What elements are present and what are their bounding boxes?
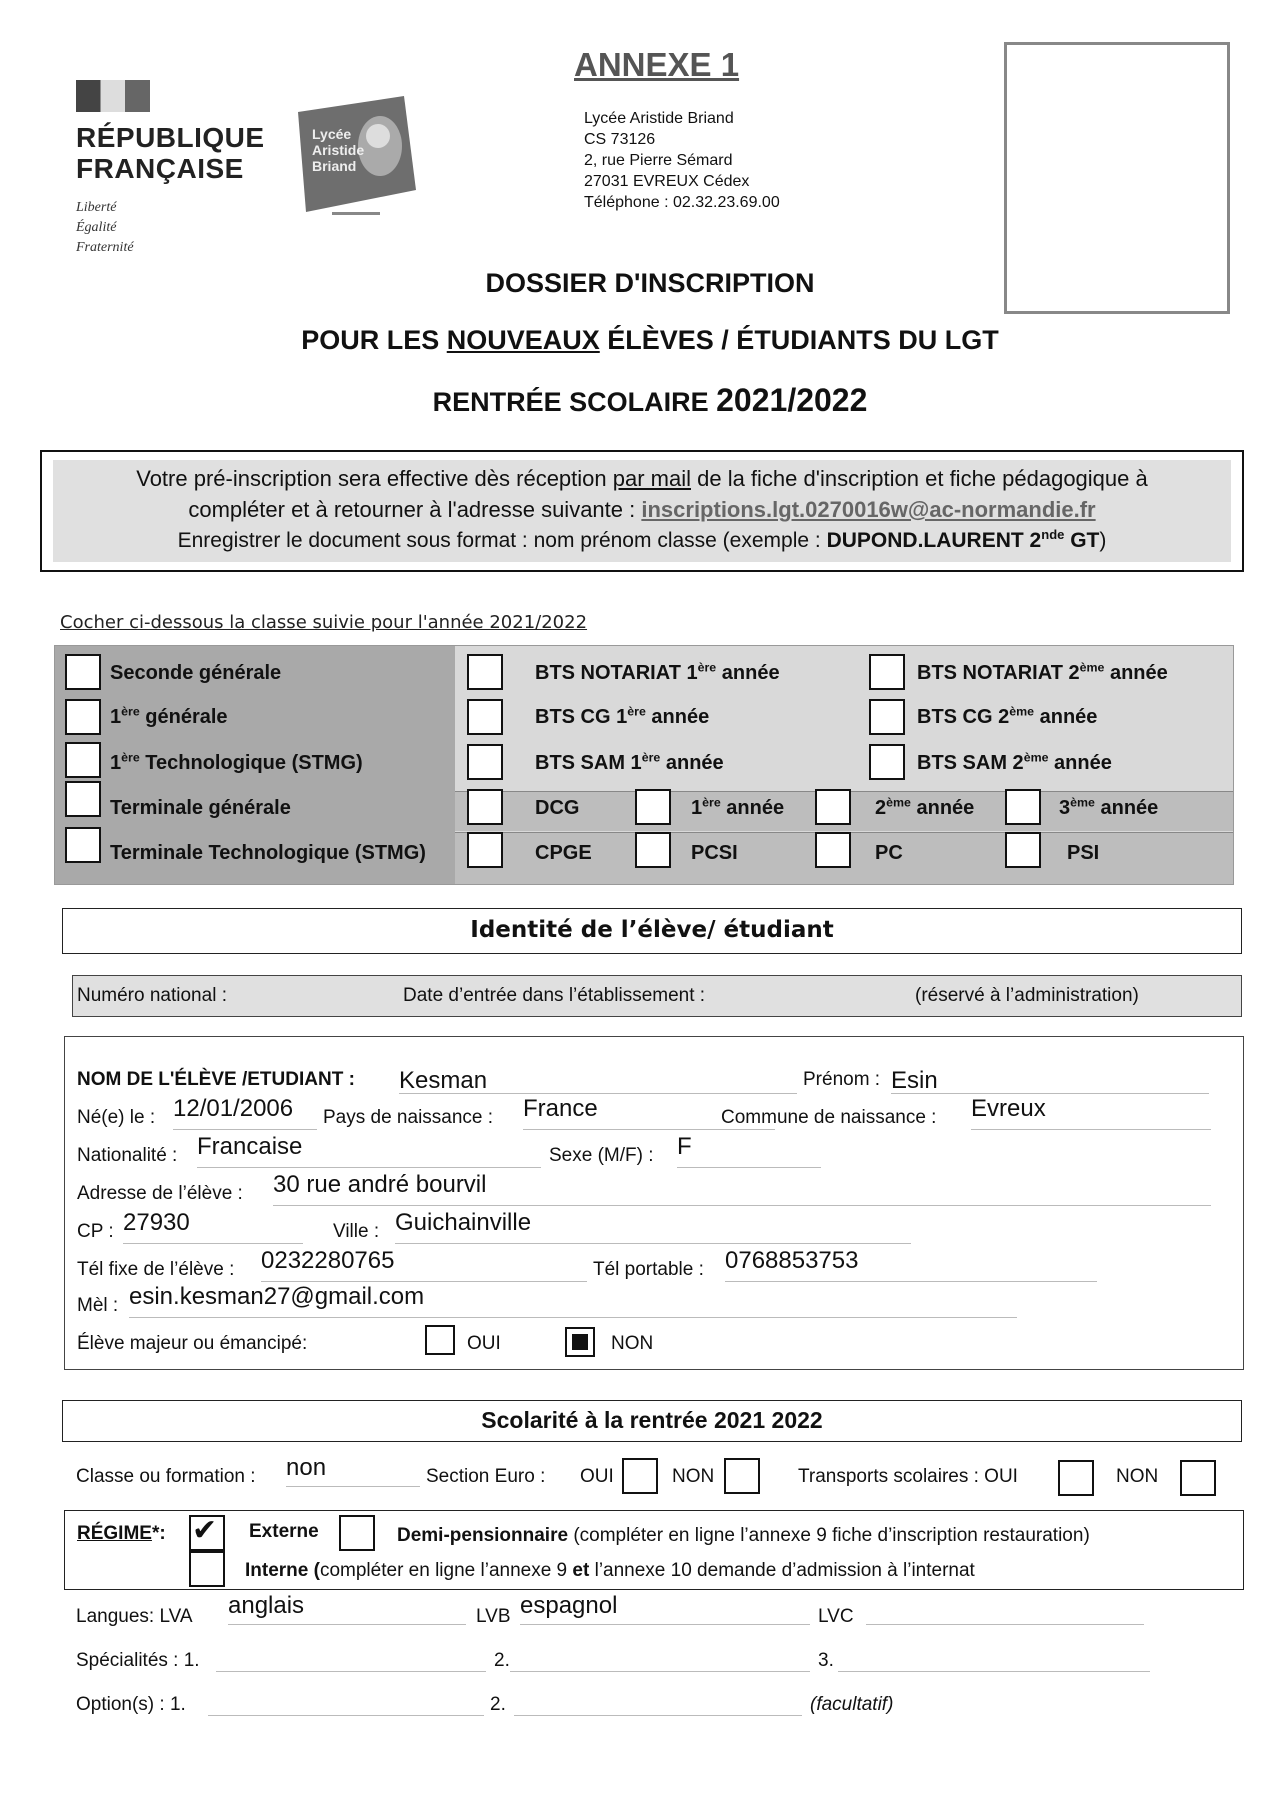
checkbox-pc[interactable] [815, 832, 851, 868]
lvb-field[interactable]: espagnol [520, 1592, 810, 1625]
label-terminale-generale: Terminale générale [110, 797, 291, 819]
checkbox-premiere-generale[interactable] [65, 699, 101, 735]
checked-mark-icon [572, 1334, 588, 1350]
inscription-email-link[interactable]: inscriptions.lgt.0270016w@ac-normandie.fr [641, 497, 1096, 522]
transports-oui-checkbox[interactable] [1058, 1460, 1094, 1496]
label-bts-cg-1: BTS CG 1ère année [535, 704, 710, 728]
label-dcg-1: 1ère année [691, 795, 785, 819]
cp-field[interactable]: 27930 [123, 1209, 303, 1244]
nom-label: NOM DE L'ÉLÈVE /ETUDIANT : [77, 1069, 355, 1090]
commune-field[interactable]: Evreux [971, 1095, 1211, 1130]
specialite-1-field[interactable] [216, 1640, 486, 1672]
adresse-label: Adresse de l’élève : [77, 1183, 243, 1204]
reserve-admin-label: (réservé à l’administration) [915, 985, 1139, 1006]
specialite-3-field[interactable] [838, 1640, 1150, 1672]
ne-label: Né(e) le : [77, 1107, 156, 1128]
lycee-logo-text-2: Aristide [312, 142, 365, 158]
checkbox-bts-sam-2[interactable] [869, 744, 905, 780]
numero-national-label: Numéro national : [77, 985, 227, 1006]
label-dcg-3: 3ème année [1059, 795, 1159, 819]
checkbox-terminale-generale[interactable] [65, 781, 101, 817]
label-bts-notariat-2: BTS NOTARIAT 2ème année [917, 660, 1168, 684]
specialite-2-label: 2. [494, 1650, 510, 1671]
label-bts-sam-2: BTS SAM 2ème année [917, 750, 1112, 774]
checkbox-psi[interactable] [1005, 832, 1041, 868]
label-pc: PC [875, 842, 903, 864]
checkbox-seconde[interactable] [65, 654, 101, 690]
label-terminale-techno: Terminale Technologique (STMG) [110, 842, 426, 864]
option-2-label: 2. [490, 1694, 506, 1715]
label-dcg: DCG [535, 797, 580, 819]
lycee-logo-text-3: Briand [312, 158, 357, 174]
regime-externe-checkbox[interactable] [189, 1515, 225, 1551]
title-line3: RENTRÉE SCOLAIRE 2021/2022 [432, 382, 868, 418]
checkbox-bts-cg-1[interactable] [467, 699, 503, 735]
checkbox-dcg-3[interactable] [1005, 789, 1041, 825]
ville-field[interactable]: Guichainville [395, 1209, 911, 1244]
checkbox-bts-notariat-2[interactable] [869, 654, 905, 690]
options-label: Option(s) : 1. [76, 1694, 186, 1715]
title-line2: POUR LES NOUVEAUX ÉLÈVES / ÉTUDIANTS DU LGT [301, 325, 999, 355]
mel-label: Mèl : [77, 1295, 119, 1316]
sexe-label: Sexe (M/F) : [549, 1145, 654, 1166]
option-1-field[interactable] [208, 1684, 484, 1716]
tel-portable-field[interactable]: 0768853753 [725, 1247, 1097, 1282]
lvc-label: LVC [818, 1606, 854, 1627]
identity-form [64, 1036, 1244, 1370]
identity-heading: Identité de l’élève/ étudiant [62, 908, 1242, 954]
nom-field[interactable]: Kesman [399, 1067, 797, 1094]
mel-field[interactable]: esin.kesman27@gmail.com [129, 1283, 1017, 1318]
date-entree-label: Date d’entrée dans l’établissement : [403, 985, 706, 1006]
externe-label: Externe [249, 1521, 319, 1542]
interne-label: Interne (compléter en ligne l’annexe 9 et l’annexe 10 demande d’admission à l’internat [245, 1560, 975, 1581]
label-dcg-2: 2ème année [875, 795, 975, 819]
pays-field[interactable]: France [523, 1095, 775, 1130]
rf-name-line1: RÉPUBLIQUE [76, 122, 265, 153]
rf-name-line2: FRANÇAISE [76, 153, 244, 184]
transports-label: Transports scolaires : OUI [798, 1466, 1018, 1487]
label-bts-sam-1: BTS SAM 1ère année [535, 750, 724, 774]
label-cpge: CPGE [535, 842, 592, 864]
regime-interne-checkbox[interactable] [189, 1551, 225, 1587]
republique-francaise-logo [76, 80, 276, 258]
langues-label: Langues: LVA [76, 1606, 193, 1627]
majeur-oui-checkbox[interactable] [425, 1325, 455, 1355]
specialites-label: Spécialités : 1. [76, 1650, 200, 1671]
section-euro-non-label: NON [672, 1466, 715, 1487]
label-pcsi: PCSI [691, 842, 738, 864]
classe-formation-label: Classe ou formation : [76, 1466, 256, 1487]
checkbox-dcg[interactable] [467, 789, 503, 825]
pays-label: Pays de naissance : [323, 1107, 494, 1128]
section-euro-non-checkbox[interactable] [724, 1458, 760, 1494]
majeur-oui-label: OUI [467, 1333, 501, 1354]
check-mark-icon: ✔ [192, 1513, 218, 1548]
school-address: Lycée Aristide Briand CS 73126 2, rue Pierre Sémard 27031 EVREUX Cédex Téléphone : 02.32.23.69.00 [584, 110, 780, 211]
specialite-2-field[interactable] [510, 1640, 810, 1672]
nationalite-field[interactable]: Francaise [197, 1133, 541, 1168]
adresse-field[interactable]: 30 rue andré bourvil [273, 1171, 1211, 1206]
nationalite-label: Nationalité : [77, 1145, 178, 1166]
tel-fixe-label: Tél fixe de l’élève : [77, 1259, 235, 1280]
class-selection-grid [54, 645, 1234, 885]
regime-box [64, 1510, 1244, 1590]
checkbox-bts-notariat-1[interactable] [467, 654, 503, 690]
label-bts-notariat-1: BTS NOTARIAT 1ère année [535, 660, 780, 684]
checkbox-cpge[interactable] [467, 832, 503, 868]
checkbox-dcg-1[interactable] [635, 789, 671, 825]
ville-label: Ville : [333, 1221, 380, 1242]
tel-portable-label: Tél portable : [593, 1259, 704, 1280]
prenom-label: Prénom : [803, 1069, 881, 1090]
notice-line2: compléter et à retourner à l'adresse suivante : inscriptions.lgt.0270016w@ac-normandie.fr [188, 497, 1096, 522]
lvc-field[interactable] [866, 1592, 1144, 1625]
lvb-label: LVB [476, 1606, 511, 1627]
lycee-logo [292, 94, 420, 220]
annexe-title: ANNEXE 1 [574, 46, 740, 83]
majeur-label: Élève majeur ou émancipé: [77, 1333, 308, 1354]
admin-bar [72, 975, 1242, 1017]
commune-label: Commune de naissance : [721, 1107, 937, 1128]
label-seconde: Seconde générale [110, 662, 282, 684]
checkbox-dcg-2[interactable] [815, 789, 851, 825]
option-2-field[interactable] [514, 1684, 802, 1716]
majeur-non-checkbox[interactable] [565, 1327, 595, 1357]
specialite-3-label: 3. [818, 1650, 834, 1671]
facultatif-label: (facultatif) [810, 1694, 894, 1715]
notice-line3: Enregistrer le document sous format : nom prénom classe (exemple : DUPOND.LAURENT 2nde GT) [177, 527, 1107, 552]
tel-fixe-field[interactable]: 0232280765 [261, 1247, 587, 1282]
checkbox-pcsi[interactable] [635, 832, 671, 868]
lycee-logo-text-1: Lycée [312, 126, 352, 142]
transports-non-checkbox[interactable] [1180, 1460, 1216, 1496]
classe-formation-field[interactable]: non [286, 1454, 420, 1487]
label-premiere-techno: 1ère Technologique (STMG) [110, 750, 363, 774]
marianne-logo-icon [76, 80, 150, 112]
checkbox-terminale-techno[interactable] [65, 827, 101, 863]
checkbox-bts-cg-2[interactable] [869, 699, 905, 735]
date-naissance-field[interactable]: 12/01/2006 [173, 1095, 317, 1130]
demi-pension-label: Demi-pensionnaire (compléter en ligne l’annexe 9 fiche d’inscription restauration) [397, 1525, 1090, 1546]
checkbox-bts-sam-1[interactable] [467, 744, 503, 780]
sexe-field[interactable]: F [677, 1133, 821, 1168]
regime-label: RÉGIME*: [77, 1523, 166, 1544]
rf-motto: Liberté Égalité Fraternité [76, 200, 134, 255]
checkbox-premiere-techno[interactable] [65, 742, 101, 778]
prenom-field[interactable]: Esin [891, 1067, 1209, 1094]
section-euro-oui-label: OUI [580, 1466, 614, 1487]
cp-label: CP : [77, 1221, 114, 1242]
lva-field[interactable]: anglais [228, 1592, 466, 1625]
section-euro-oui-checkbox[interactable] [622, 1458, 658, 1494]
label-bts-cg-2: BTS CG 2ème année [917, 704, 1098, 728]
label-psi: PSI [1067, 842, 1100, 864]
title-line1: DOSSIER D'INSCRIPTION [485, 268, 815, 298]
class-instruction: Cocher ci-dessous la classe suivie pour l'année 2021/2022 [60, 612, 588, 633]
notice-box [40, 450, 1244, 572]
majeur-non-label: NON [611, 1333, 654, 1354]
transports-non-label: NON [1116, 1466, 1159, 1487]
section-euro-label: Section Euro : [426, 1466, 546, 1487]
regime-demi-pension-checkbox[interactable] [339, 1515, 375, 1551]
label-premiere-generale: 1ère générale [110, 704, 228, 728]
notice-line1: Votre pré-inscription sera effective dès réception par mail de la fiche d'inscription et fiche pédagogique à [136, 466, 1148, 491]
scolarite-heading: Scolarité à la rentrée 2021 2022 [62, 1400, 1242, 1442]
